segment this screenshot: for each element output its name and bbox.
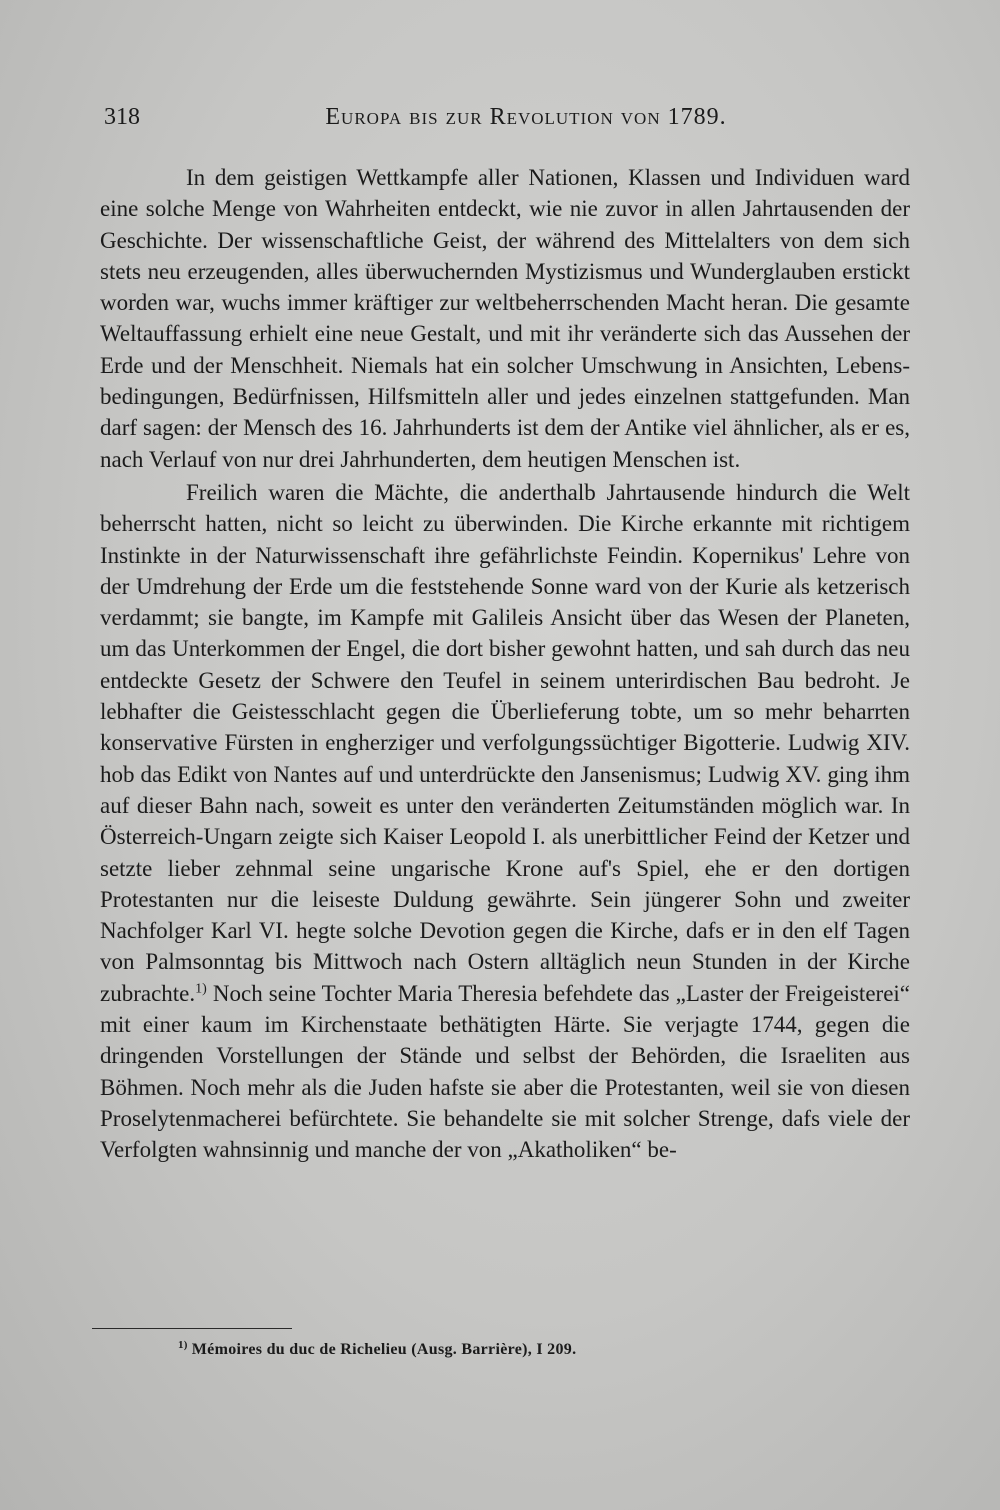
body-text <box>100 162 910 1166</box>
footnote-divider <box>92 1328 292 1329</box>
paragraph: In dem geistigen Wettkampfe aller Nationen, Klassen und Individuen ward eine solche Menge von Wahrheiten entdeckt, wie nie zuvor in allen Jahrtausenden der Geschichte. Der wissenschaftliche Geist, der während des Mittelalters von dem sich stets neu erzeugenden, alles überwuchernden Mystizismus und Wunderglauben erstickt worden war, wuchs immer kräftiger zur weltbeherrschenden Macht heran. Die gesamte Weltauffassung erhielt eine neue Gestalt, und mit ihr veränderte sich das Aussehen der Erde und der Menschheit. Niemals hat ein solcher Umschwung in Ansichten, Lebensbedingungen, Bedürfnissen, Hilfsmitteln aller und jedes einzelnen stattgefunden. Man darf sagen: der Mensch des 16. Jahrhunderts ist dem der Antike viel ähnlicher, als er es, nach Verlauf von nur drei Jahrhunderten, dem heutigen Menschen ist. <box>100 165 910 472</box>
paragraph <box>100 477 910 1166</box>
footnote <box>178 1338 878 1359</box>
page-header <box>104 104 908 140</box>
paragraph-text: Freilich waren die Mächte, die anderthalb Jahrtausende hindurch die Welt beherrscht hatten, nicht so leicht zu überwinden. Die Kirche erkannte mit richtigem Instinkte in der Naturwissenschaft ihre gefährlichste Feindin. Kopernikus' Lehre von der Umdrehung der Erde um die feststehende Sonne ward von der Kurie als ketzerisch verdammt; sie bangte, im Kampfe mit Galileis Ansicht über das Wesen der Planeten, um das Unterkommen der Engel, die dort bisher gewohnt hatten, und sah durch das neu entdeckte Gesetz der Schwere den Teufel in seinem unterirdischen Bau bedroht. Je lebhafter die Geistesschlacht gegen die Überlieferung tobte, um so mehr beharrten konservative Fürsten in engherziger und verfolgungssüchtiger Bigotterie. Ludwig XIV. hob das Edikt von Nantes auf und unterdrückte den Jansenismus; Ludwig XV. ging ihm auf dieser Bahn nach, soweit es unter den veränderten Zeitumständen möglich war. In Österreich-Ungarn zeigte sich Kaiser Leopold I. als unerbittlicher Feind der Ketzer und setzte lieber zehnmal seine ungarische Krone auf's Spiel, ehe er den dortigen Protestanten nur die leiseste Duldung gewährte. Sein jüngerer Sohn und zweiter Nachfolger Karl VI. hegte solche Devotion gegen die Kirche, dafs er in den elf Tagen von Palmsonntag bis Mittwoch nach Ostern alltäglich neun Stunden in der Kirche zubrachte. <box>100 479 910 1006</box>
page-number: 318 <box>104 104 140 130</box>
paragraph-text: Noch seine Tochter Maria Theresia befehdete das „Laster der Freigeisterei“ mit einer kaum im Kirchenstaate bethätigten Härte. Sie verjagte 1744, gegen die dringenden Vorstellungen der Stände und selbst der Behörden, die Israeliten aus Böhmen. Noch mehr als die Juden hafste sie aber die Protestanten, weil sie von diesen Proselytenmacherei befürchtete. Sie behandelte sie mit solcher Strenge, dafs viele der Verfolgten wahnsinnig und manche der von „Akatholiken“ be- <box>100 980 910 1163</box>
running-head: Europa bis zur Revolution von 1789. <box>325 104 727 130</box>
footnote-mark: 1) <box>178 1338 188 1351</box>
footnote-text: Mémoires du duc de Richelieu (Ausg. Barrière), I 209. <box>191 1341 577 1358</box>
footnote-reference: 1) <box>195 981 207 997</box>
